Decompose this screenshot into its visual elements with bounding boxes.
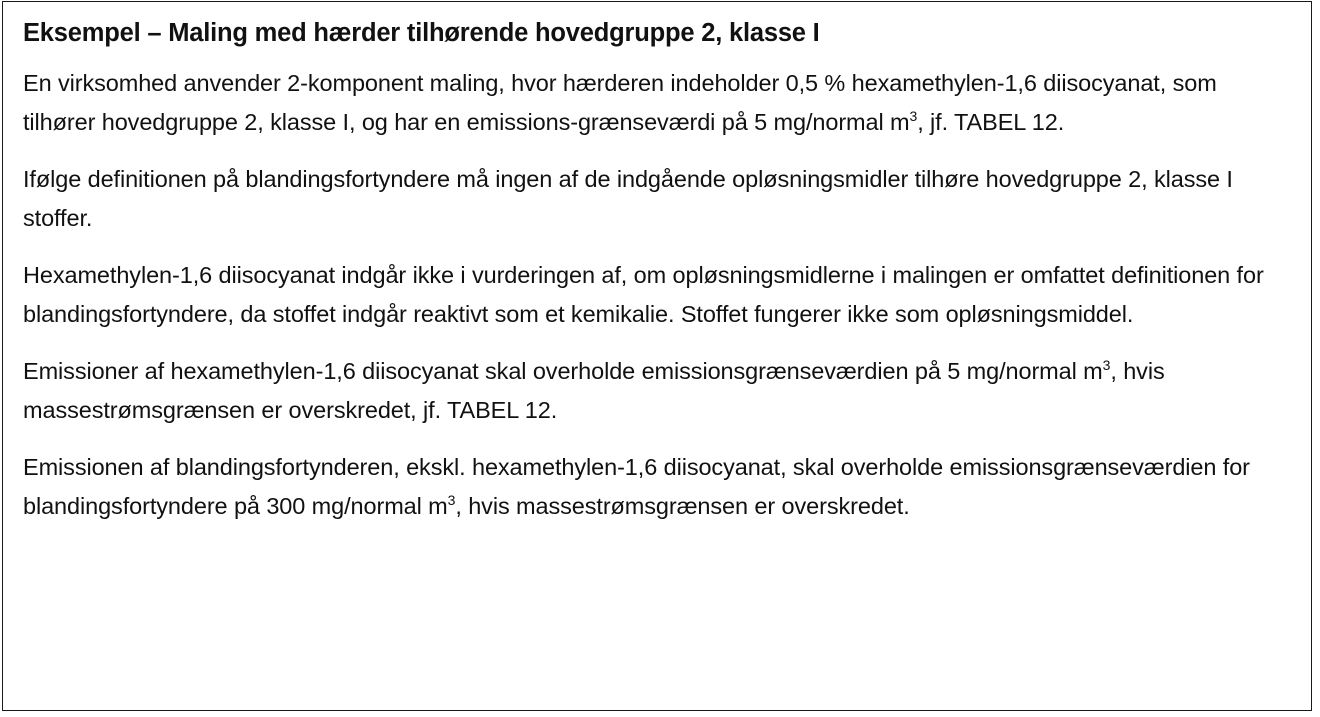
paragraph-thinner-emission	[23, 448, 1288, 526]
paragraph-definition: Ifølge definitionen på blandingsfortyndere må ingen af de indgående opløsningsmidler tilhøre hovedgruppe 2, klasse I stoffer.	[23, 166, 1233, 231]
superscript-cubed: 3	[1102, 357, 1111, 373]
superscript-cubed: 3	[909, 108, 918, 124]
example-content	[23, 16, 1288, 544]
paragraph-assessment: Hexamethylen-1,6 diisocyanat indgår ikke i vurderingen af, om opløsningsmidlerne i malingen er omfattet definitionen for blandingsfortyndere, da stoffet indgår reaktivt som et kemikalie. Stoffet fungerer ikke som opløsningsmiddel.	[23, 262, 1264, 327]
paragraph-text: , jf. TABEL 12.	[917, 109, 1065, 135]
paragraph-text: Emissioner af hexamethylen-1,6 diisocyanat skal overholde emissionsgrænseværdien på 5 mg/normal m	[23, 358, 1103, 384]
paragraph-text: , hvis massestrømsgrænsen er overskredet, jf. TABEL 12.	[23, 358, 1165, 423]
superscript-cubed: 3	[447, 492, 456, 508]
paragraph-emission-limit	[23, 352, 1288, 430]
paragraph-paint-composition	[23, 64, 1288, 142]
paragraph-text: Emissionen af blandingsfortynderen, ekskl. hexamethylen-1,6 diisocyanat, skal overholde emissionsgrænseværdien for blandingsfortyndere på 300 mg/normal m	[23, 454, 1250, 519]
example-box	[2, 1, 1312, 711]
example-heading: Eksempel – Maling med hærder tilhørende hovedgruppe 2, klasse I	[23, 19, 820, 47]
paragraph-text: En virksomhed anvender 2-komponent maling, hvor hærderen indeholder 0,5 % hexamethylen-1,6 diisocyanat, som tilhører hovedgruppe 2, klasse I, og har en emissions-grænseværdi på 5 mg/normal m	[23, 70, 1217, 135]
paragraph-text: , hvis massestrømsgrænsen er overskredet.	[455, 493, 910, 519]
